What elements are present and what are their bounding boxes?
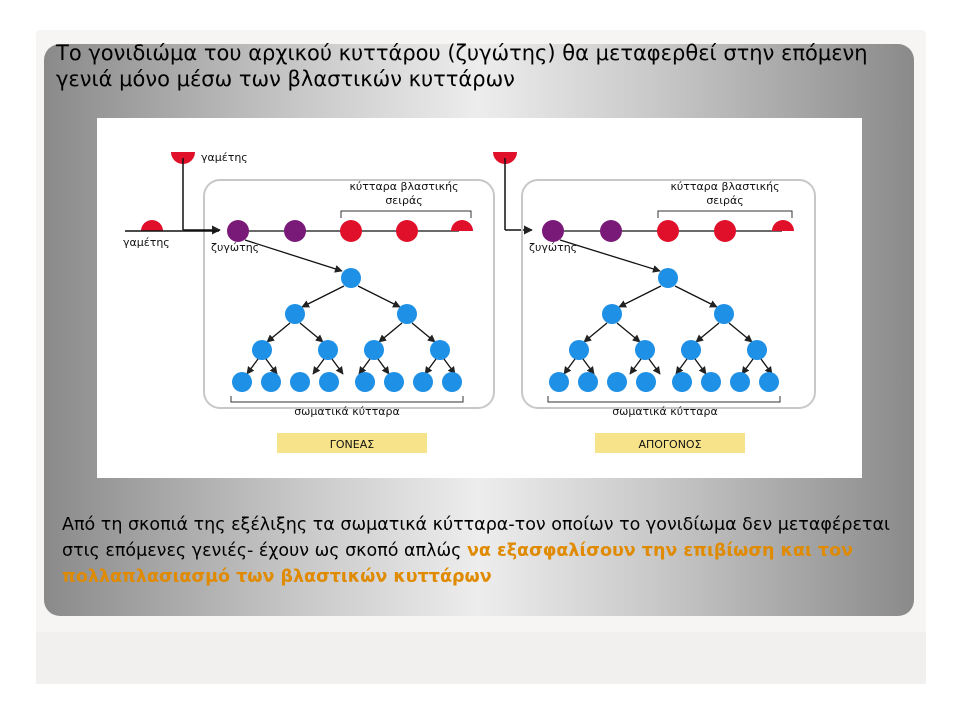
somatic-cell [430,340,450,360]
germline-cell-red [714,220,736,242]
outgoing-gamete [772,220,794,231]
lineage-arrow [358,286,400,307]
germline-label-right-1: κύτταρα βλαστικής [670,180,780,193]
lineage-arrow [267,323,290,342]
somatic-leaf-arrows [564,359,772,374]
parent-label: ΓΟΝΕΑΣ [329,438,375,451]
somatic-cell [261,372,281,392]
lineage-arrow [379,323,402,342]
lineage-arrow [245,240,342,271]
offspring-label: ΑΠΟΓΟΝΟΣ [638,438,702,451]
germline-bracket [658,211,792,218]
body-paragraph [62,512,902,590]
lineage-arrow [729,323,752,342]
somatic-cell [442,372,462,392]
outgoing-gamete [451,220,473,231]
somatic-cell [413,372,433,392]
somatic-cell [355,372,375,392]
body-text-emphasis: να εξασφαλίσουν την επιβίωση και τον πολλαπλασιασμό των βλαστικών κυττάρων [62,541,854,587]
lineage-arrow [619,286,661,307]
somatic-cell [319,372,339,392]
lineage-arrow [617,323,640,342]
germline-bracket [341,211,471,218]
germline-label-right-2: σειράς [706,194,744,207]
somatic-cell [714,304,734,324]
somatic-bracket [548,396,780,402]
somatic-cell [318,340,338,360]
gamete-label-top: γαμέτης [201,151,248,164]
somatic-cell [636,372,656,392]
somatic-cell [730,372,750,392]
lineage-arrow [675,286,717,307]
somatic-cell [607,372,627,392]
somatic-label-right: σωματικά κύτταρα [612,405,718,418]
somatic-cell [701,372,721,392]
somatic-cell [658,268,678,288]
somatic-cell [681,340,701,360]
somatic-cell [569,340,589,360]
somatic-cell [252,340,272,360]
slide-footer-band [36,632,926,684]
somatic-cell [602,304,622,324]
somatic-cell [341,268,361,288]
somatic-cell [747,340,767,360]
somatic-cell [578,372,598,392]
germline-label-left-2: σειράς [385,194,423,207]
left-gamete [141,220,163,231]
lineage-arrow [560,240,660,271]
germline-label-left-1: κύτταρα βλαστικής [349,180,459,193]
somatic-bracket [231,396,463,402]
lineage-diagram [97,118,862,478]
lineage-arrow [412,323,435,342]
germline-cell-red [340,220,362,242]
somatic-cell [285,304,305,324]
parent-generation [123,151,494,453]
somatic-cell [364,340,384,360]
somatic-label-left: σωματικά κύτταρα [294,405,400,418]
somatic-cell [549,372,569,392]
germline-cell-red [657,220,679,242]
lineage-arrow [584,323,607,342]
body-text-start: Από τη σκοπιά της εξέλιξης τα σωματικά κύτταρα-τον οποίων το γονιδίωμα δεν μεταφέρεται στις επόμενες γενιές- έχουν ως σκοπό απλώς [62,515,890,561]
lineage-arrow [300,323,323,342]
zygote-label-left: ζυγώτης [211,241,260,254]
somatic-cell [635,340,655,360]
somatic-cell [232,372,252,392]
germline-cell-red [396,220,418,242]
somatic-leaf-arrows [247,359,455,374]
zygote [227,220,249,242]
zygote-label-right: ζυγώτης [529,241,578,254]
offspring-generation [522,180,815,453]
gamete-label-left: γαμέτης [123,236,170,249]
somatic-cell [672,372,692,392]
somatic-cell [384,372,404,392]
lineage-arrow [302,286,344,307]
germline-cell-purple [600,220,622,242]
somatic-cell [290,372,310,392]
zygote [542,220,564,242]
lineage-arrow [696,323,719,342]
germline-cell-purple [284,220,306,242]
somatic-cell [759,372,779,392]
slide-title: Το γονιδιώμα του αρχικού κυττάρου (ζυγώτης) θα μεταφερθεί στην επόμενη γενιά μόνο μέσω των βλαστικών κυττάρων [56,41,868,91]
somatic-cell [397,304,417,324]
